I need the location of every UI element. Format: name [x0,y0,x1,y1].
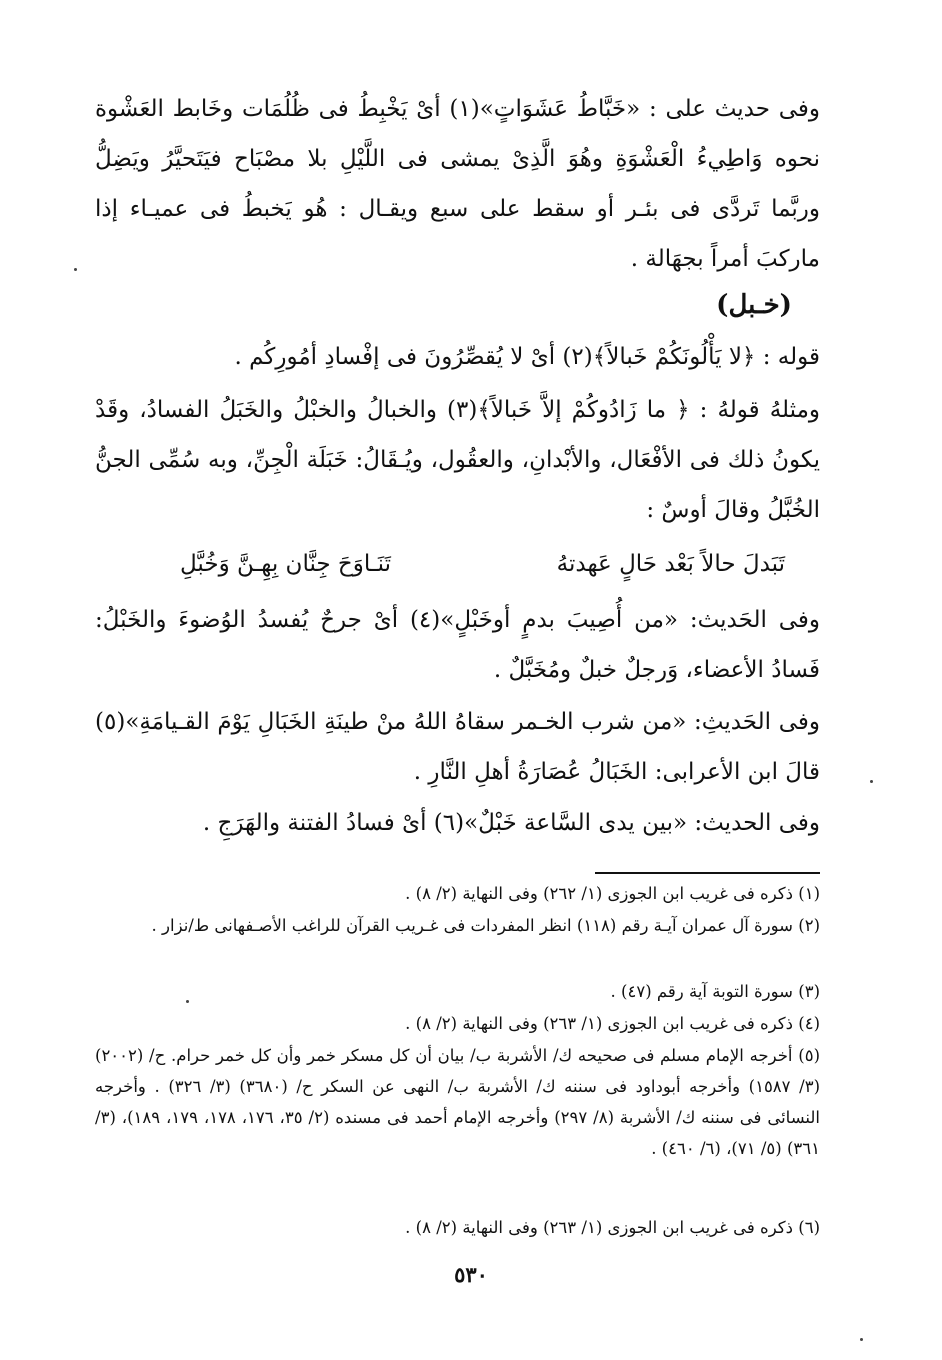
scan-speck [186,1000,189,1003]
paragraph-khabt-hadith: وفى حديث على : «خَبَّاطُ عَشَوَاتٍ»(١) أىْ يَخْبِطُ فى ظُلُمَات وخَابط العَشْوة نحوه وَاطِيءُ الْعَشْوَةِ وهُوَ الَّذِىْ يمشى فى اللَّيْلِ بلا مصْبَاح فيَتَحيَّرُ ويَضِلُّ وربَّما تَردَّى فى بئـر أو سقط على سبع ويقـال : هُو يَخبطُ فى عميـاء إذا ماركبَ أمراً بجهَالة . [95,96,820,272]
paragraph-usiba-bidam: وفى الحَديث: «من أُصِيبَ بدمٍ أوخَبْلٍ»(٤) أىْ جرحٌ يُفسدُ الوُضوءَ والخَبْلُ: فَسادُ الأعضاء، وَرجلٌ خبلٌ ومُخَبَّلٌ . [95,607,820,683]
verse-first-hemistich: تَبَدلَ حالاً بَعْد حَالٍ عَهدتهُ [556,551,785,577]
footnote-1: (١) ذكره فى غريب ابن الجوزى (١/ ٢٦٢) وفى النهاية (٢/ ٨) . [405,884,820,903]
footnote-6: (٦) ذكره فى غريب ابن الجوزى (١/ ٢٦٣) وفى النهاية (٢/ ٨) . [405,1218,820,1237]
paragraph-sa-a-hadith: وفى الحديث: «بين يدى السَّاعة خَبْلٌ»(٦) أىْ فسادُ الفتنة والهَرَجِ . [202,810,820,836]
paragraph-khamr-hadith: وفى الحَديثِ: «من شرب الخـمر سقاهُ اللهُ منْ طينَةِ الخَبَالِ يَوْمَ القـيامَةِ»(٥) قالَ ابن الأعرابى: الخَبَالُ عُصَارَةُ أهلِ النَّارِ . [95,709,820,785]
scan-speck [74,268,77,271]
footnote-2: (٢) سورة آل عمران آيـة رقم (١١٨) انظر المفردات فى غـريب القرآن للراغب الأصـفهانى ط/نزار . [151,916,820,935]
verse-second-hemistich: تَنَـاوَحَ جِنَّان بِهِـنَّ وَخُبَّلِ [180,551,391,577]
scan-speck [870,780,873,783]
entry-heading: (خـبل) [716,290,792,320]
footnote-5: (٥) أخرجه الإمام مسلم فى صحيحه ك/ الأشربة ب/ بيان أن كل مسكر خمر وأن كل خمر حرام. ح/ (٢٠٠٢) (٣/ ١٥٨٧) وأخرجه أبوداود فى سننه ك/ الأشربة ب/ النهى عن السكر ح/ (٣٦٨٠) (٣/ ٣٢٦) . وأخرجه النسائى فى سننه ك/ الأشربة (٨/ ٢٩٧) وأخرجه الإمام أحمد فى مسنده (٢/ ٣٥، ١٧٦، ١٧٨، ١٧٩، ١٨٩)، (٣/ ٣٦١) (٥/ ٧١)، (٦/ ٤٦٠) . [95,1046,821,1158]
paragraph-ma-zadukum: ومثلهُ قولهُ : ﴿ ما زَادُوكُمْ إلاَّ خَبالاً﴾(٣) والخبالُ والخبْلُ والخَبَلُ الفسادُ، وقَدْ يكونُ ذلك فى الأفْعَال، والأبْدانِ، والعقُول، ويُـقَالُ: خَبَلَة الْجِنِّ، وبه سُمِّى الجنُّ الخُبَّلُ وقالَ أوسٌ : [95,397,821,523]
footnote-3: (٣) سورة التوبة آية رقم (٤٧) . [610,982,820,1001]
footnote-separator [595,872,820,874]
page-number: ٥٣٠ [454,1262,488,1287]
footnote-4: (٤) ذكره فى غريب ابن الجوزى (١/ ٢٦٣) وفى النهاية (٢/ ٨) . [405,1014,820,1033]
paragraph-la-yalunakum: قوله : ﴿لا يَأْلُونَكُمْ خَبالاً﴾(٢) أىْ لا يُقصِّرُونَ فى إفْسادِ أمُورِكُم . [234,344,820,370]
scan-speck [860,1338,863,1341]
